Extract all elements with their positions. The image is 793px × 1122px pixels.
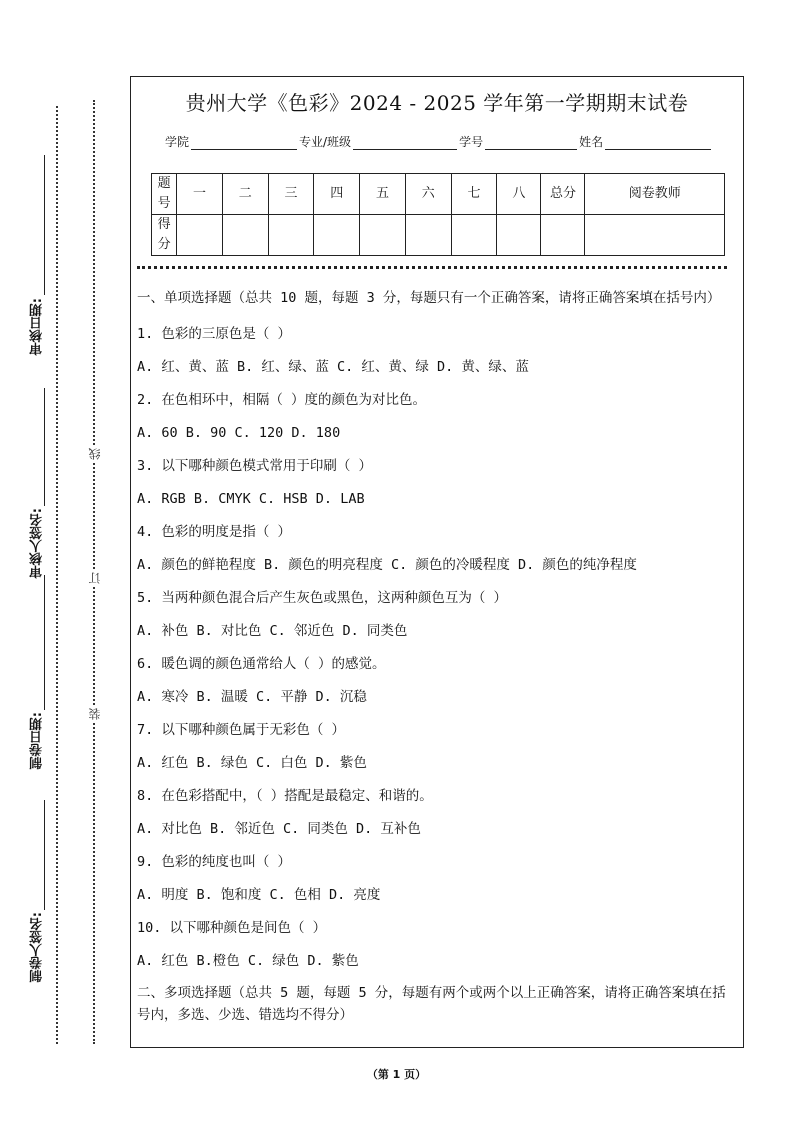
question-7-options: A. 红色 B. 绿色 C. 白色 D. 紫色 <box>137 755 367 771</box>
question-9: 9. 色彩的纯度也叫（ ） <box>137 854 292 870</box>
question-1: 1. 色彩的三原色是（ ） <box>137 326 292 342</box>
score-col-1: 一 <box>177 174 223 215</box>
college-label: 学院 <box>165 135 190 149</box>
question-1-options: A. 红、黄、蓝 B. 红、绿、蓝 C. 红、黄、绿 D. 黄、绿、蓝 <box>137 359 529 375</box>
question-2-options: A. 60 B. 90 C. 120 D. 180 <box>137 425 341 441</box>
major-input[interactable] <box>353 137 457 150</box>
question-7: 7. 以下哪种颜色属于无彩色（ ） <box>137 722 346 738</box>
score-cell[interactable] <box>268 215 314 256</box>
binding-mark-bind: 装 <box>88 708 102 720</box>
question-8: 8. 在色彩搭配中，（ ）搭配是最稳定、和谐的。 <box>137 788 433 804</box>
question-10: 10. 以下哪种颜色是间色（ ） <box>137 920 327 936</box>
score-row-label: 得分 <box>152 215 177 256</box>
score-col-6: 六 <box>405 174 451 215</box>
score-table <box>151 173 725 256</box>
margin-dotted-line-left <box>56 106 58 1044</box>
compile-date-blank[interactable] <box>44 575 45 710</box>
question-number-header: 题号 <box>152 174 177 215</box>
question-6: 6. 暖色调的颜色通常给人（ ）的感觉。 <box>137 656 386 672</box>
score-table-score-row <box>152 215 725 256</box>
score-col-total: 总分 <box>541 174 585 215</box>
review-date-blank[interactable] <box>44 155 45 295</box>
score-col-grader: 阅卷教师 <box>585 174 725 215</box>
score-col-5: 五 <box>360 174 406 215</box>
compiler-signature-blank[interactable] <box>44 800 45 910</box>
section1-instruction: 一、单项选择题（总共 10 题，每题 3 分，每题只有一个正确答案，请将正确答案填在括号内） <box>137 290 721 306</box>
compiler-signature-label: 制卷人签名: <box>30 912 45 983</box>
question-4-options: A. 颜色的鲜艳程度 B. 颜色的明亮程度 C. 颜色的冷暖程度 D. 颜色的纯净程度 <box>137 557 637 573</box>
page-number: （第 1 页） <box>366 1068 427 1081</box>
score-cell[interactable] <box>541 215 585 256</box>
exam-content <box>137 287 737 1026</box>
binding-mark-line: 线 <box>88 448 102 460</box>
score-cell[interactable] <box>177 215 223 256</box>
section2-instruction: 二、多项选择题（总共 5 题，每题 5 分，每题有两个或两个以上正确答案，请将正确答案填在括号内，多选、少选、错选均不得分） <box>137 985 726 1023</box>
binding-mark-staple: 订 <box>88 572 102 584</box>
score-cell[interactable] <box>585 215 725 256</box>
review-date-label: 审核日期: <box>30 298 45 356</box>
question-5: 5. 当两种颜色混合后产生灰色或黑色，这两种颜色互为（ ） <box>137 590 508 606</box>
question-3: 3. 以下哪种颜色模式常用于印刷（ ） <box>137 458 373 474</box>
question-8-options: A. 对比色 B. 邻近色 C. 同类色 D. 互补色 <box>137 821 421 837</box>
score-cell[interactable] <box>451 215 497 256</box>
college-input[interactable] <box>191 137 297 150</box>
score-cell[interactable] <box>222 215 268 256</box>
reviewer-signature-blank[interactable] <box>44 388 45 506</box>
reviewer-signature-label: 审核人签名: <box>30 508 45 579</box>
compile-date-label: 制卷日期: <box>30 712 45 770</box>
major-label: 专业/班级 <box>299 135 352 149</box>
score-col-7: 七 <box>451 174 497 215</box>
question-10-options: A. 红色 B.橙色 C. 绿色 D. 紫色 <box>137 953 359 969</box>
question-5-options: A. 补色 B. 对比色 C. 邻近色 D. 同类色 <box>137 623 408 639</box>
student-id-input[interactable] <box>485 137 577 150</box>
name-label: 姓名 <box>579 135 604 149</box>
question-9-options: A. 明度 B. 饱和度 C. 色相 D. 亮度 <box>137 887 381 903</box>
score-table-header-row <box>152 174 725 215</box>
score-col-4: 四 <box>314 174 360 215</box>
question-6-options: A. 寒冷 B. 温暖 C. 平静 D. 沉稳 <box>137 689 367 705</box>
student-info-row <box>165 133 713 150</box>
score-cell[interactable] <box>497 215 541 256</box>
score-cell[interactable] <box>314 215 360 256</box>
score-col-8: 八 <box>497 174 541 215</box>
question-2: 2. 在色相环中，相隔（ ）度的颜色为对比色。 <box>137 392 427 408</box>
score-col-3: 三 <box>268 174 314 215</box>
score-cell[interactable] <box>360 215 406 256</box>
score-cell[interactable] <box>405 215 451 256</box>
page-title: 贵州大学《色彩》2024 - 2025 学年第一学期期末试卷 <box>185 91 689 115</box>
score-col-2: 二 <box>222 174 268 215</box>
exam-paper <box>130 76 744 1048</box>
name-input[interactable] <box>605 137 711 150</box>
student-id-label: 学号 <box>459 135 484 149</box>
question-4: 4. 色彩的明度是指（ ） <box>137 524 292 540</box>
question-3-options: A. RGB B. CMYK C. HSB D. LAB <box>137 491 365 507</box>
dotted-separator <box>137 266 727 269</box>
